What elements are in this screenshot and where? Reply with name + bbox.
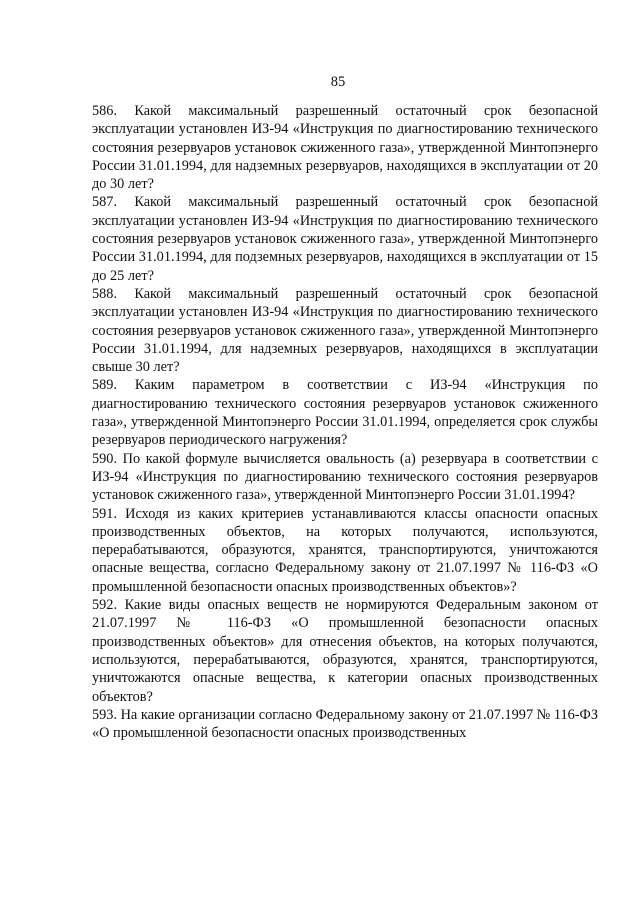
page-number: 85 bbox=[330, 74, 346, 90]
question-586: 586. Какой максимальный разрешенный остаточный срок безопасной эксплуатации установлен ИЗ-94 «Инструкция по диагностированию технического состояния резервуаров установок сжиженного газа», утвержденной Минтопэнерго России 31.01.1994, для надземных резервуаров, находящихся в эксплуатации от 20 до 30 лет? bbox=[92, 103, 598, 193]
question-588: 588. Какой максимальный разрешенный остаточный срок безопасной эксплуатации установлен ИЗ-94 «Инструкция по диагностированию технического состояния резервуаров установок сжиженного газа», утвержденной Минтопэнерго России 31.01.1994, для надземных резервуаров, находящихся в эксплуатации свыше 30 лет? bbox=[92, 285, 598, 376]
question-591: 591. Исходя из каких критериев устанавливаются классы опасности опасных производственных объектов, на которых получаются, используются, перерабатываются, образуются, хранятся, транспортируются, уничтожаются опасные вещества, согласно Федеральному закону от 21.07.1997 № 116-ФЗ «О промышленной безопасности опасных производственных объектов»? bbox=[92, 505, 598, 595]
questions-list bbox=[92, 102, 598, 742]
question-592: 592. Какие виды опасных веществ не нормируются Федеральным законом от 21.07.1997 № 116-ФЗ «О промышленной безопасности опасных производственных объектов» для отнесения объектов, на которых получаются, используются, перерабатываются, образуются, хранятся, транспортируются, уничтожаются опасные вещества, к категории опасных производственных объектов? bbox=[92, 597, 598, 705]
question-590: 590. По какой формуле вычисляется овальность (а) резервуара в соответствии с ИЗ-94 «Инструкция по диагностированию технического состояния резервуаров установок сжиженного газа», утвержденной Минтопэнерго России 31.01.1994? bbox=[92, 450, 598, 504]
question-589: 589. Каким параметром в соответствии с ИЗ-94 «Инструкция по диагностированию технического состояния резервуаров установок сжиженного газа», утвержденной Минтопэнерго России 31.01.1994, определяется срок службы резервуаров периодического нагружения? bbox=[92, 377, 598, 449]
question-587: 587. Какой максимальный разрешенный остаточный срок безопасной эксплуатации установлен ИЗ-94 «Инструкция по диагностированию технического состояния резервуаров установок сжиженного газа», утвержденной Минтопэнерго России 31.01.1994, для подземных резервуаров, находящихся в эксплуатации от 15 до 25 лет? bbox=[92, 194, 598, 284]
question-593: 593. На какие организации согласно Федеральному закону от 21.07.1997 № 116-ФЗ «О промышленной безопасности опасных производственных bbox=[92, 706, 599, 742]
